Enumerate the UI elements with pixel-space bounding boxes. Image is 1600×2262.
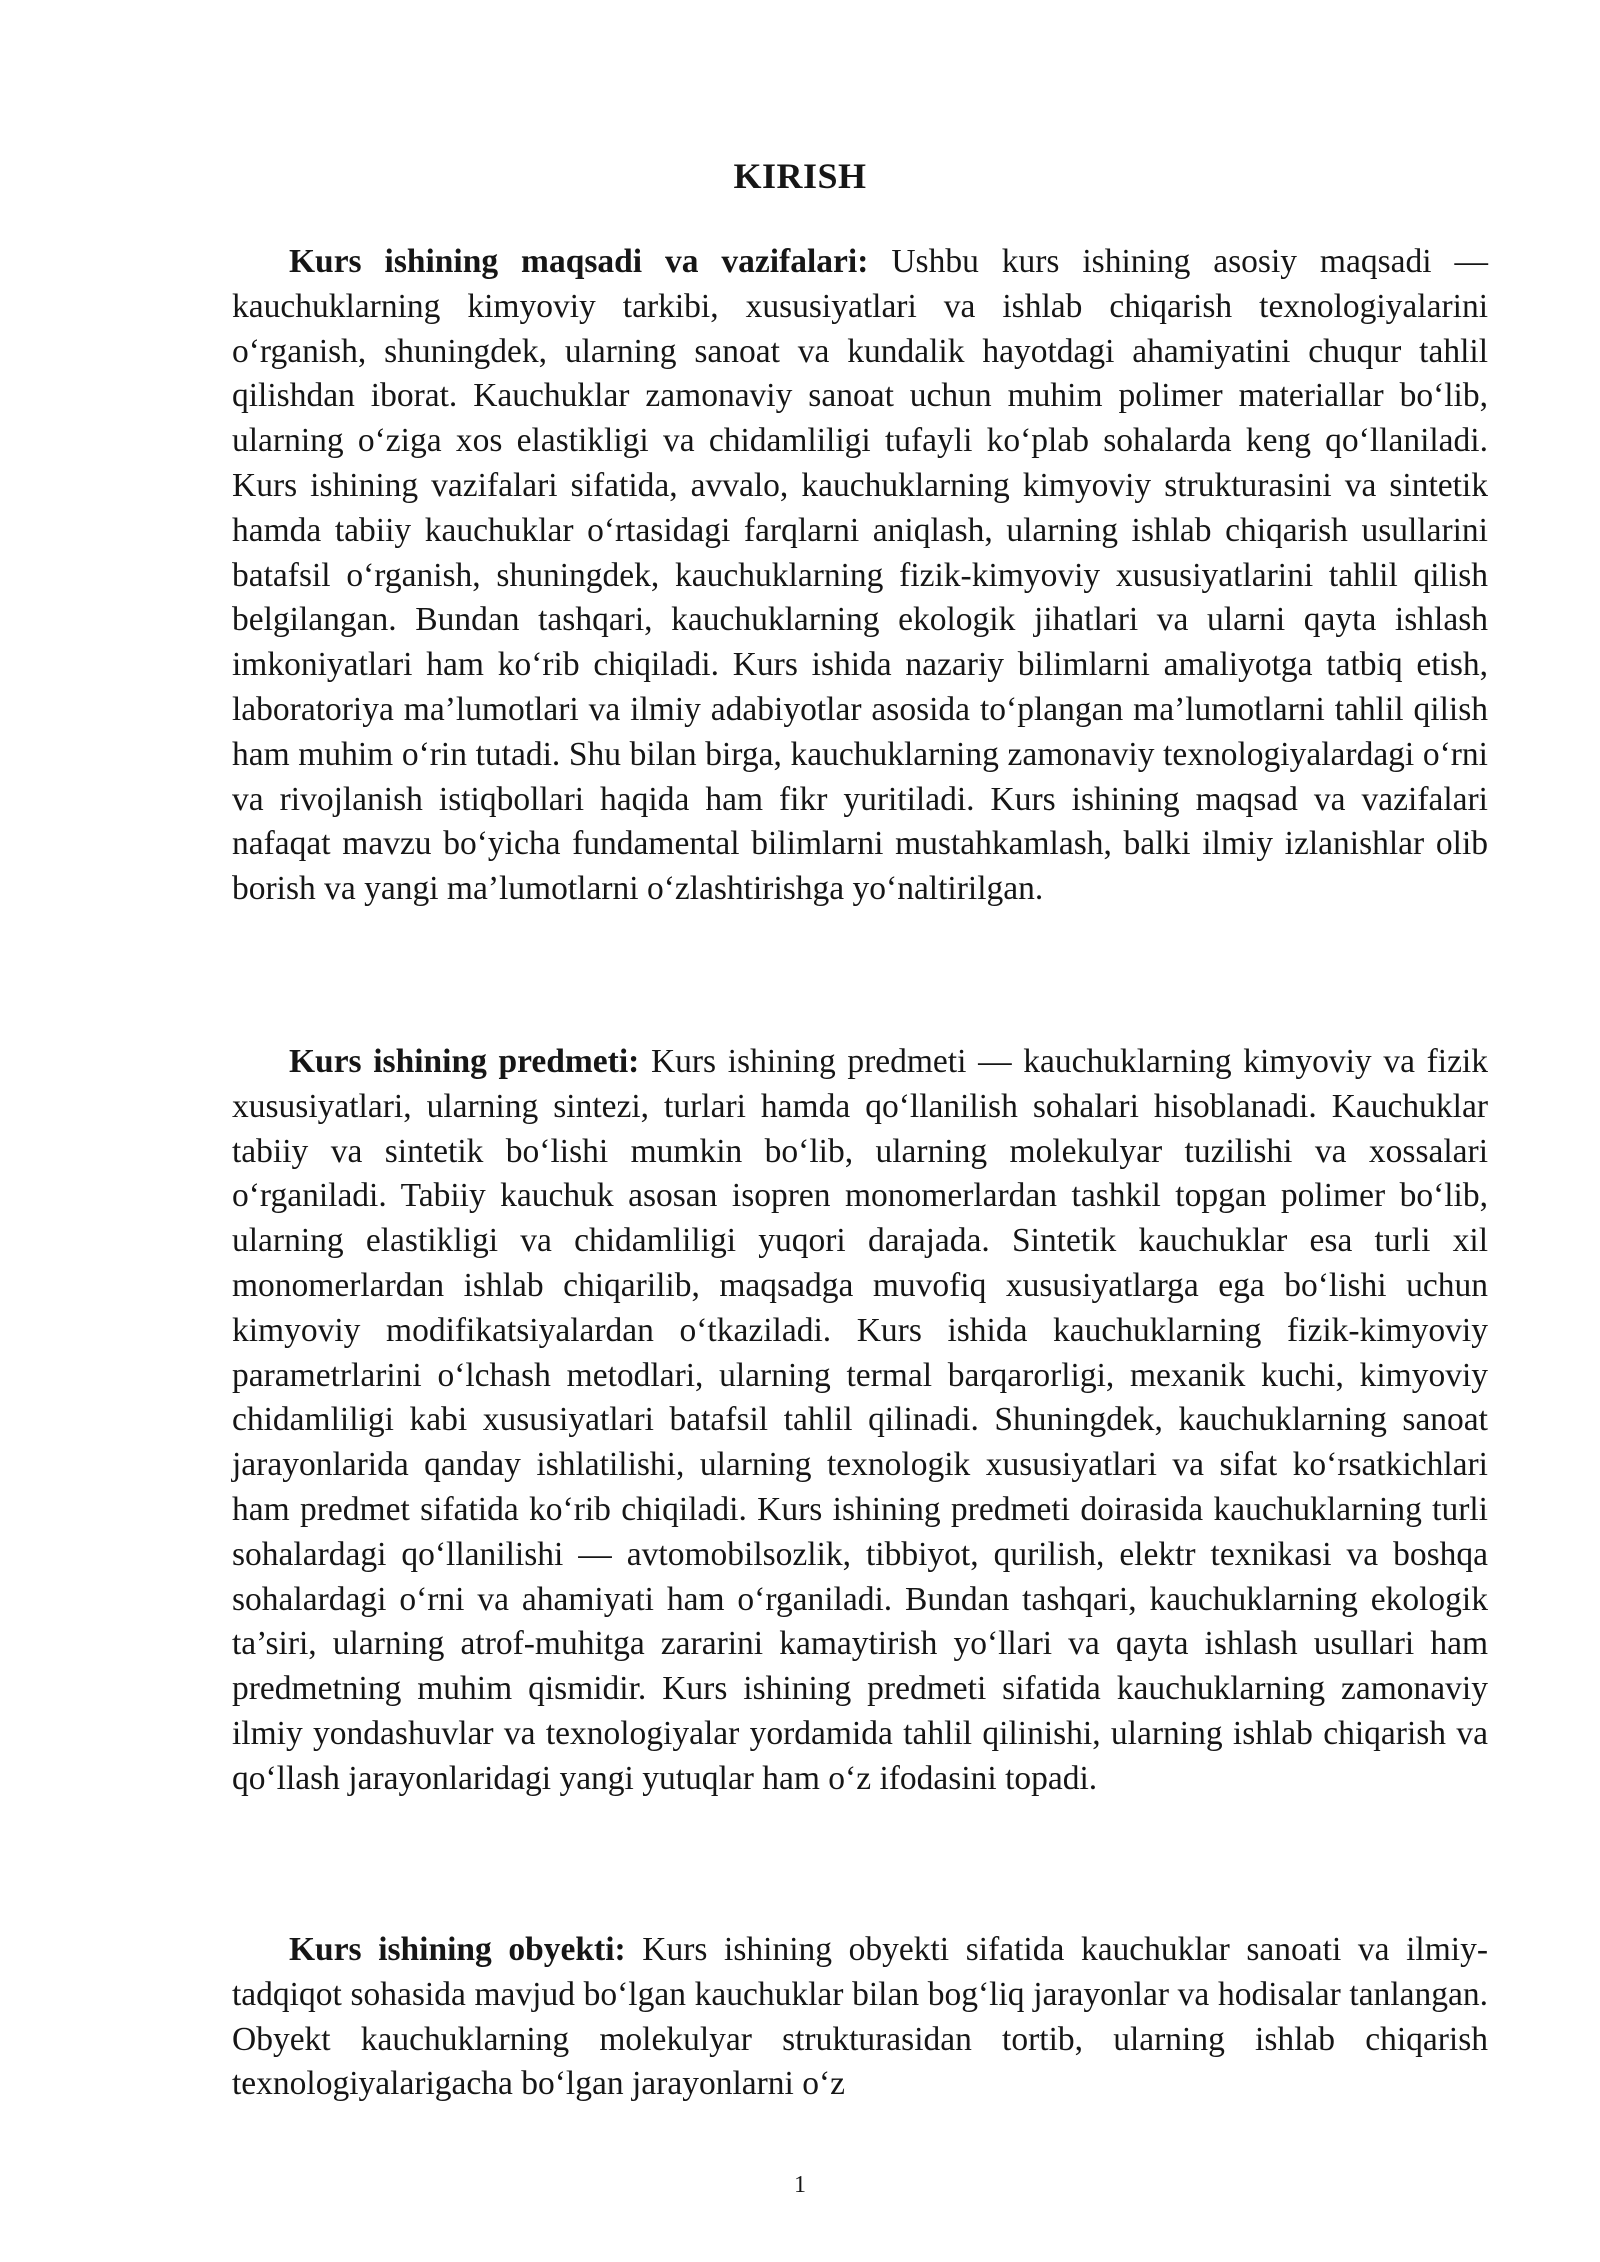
paragraph-heading: Kurs ishining obyekti:: [289, 1931, 626, 1968]
paragraph-maqsad: [232, 240, 1488, 912]
paragraph-text: Kurs ishining obyekti sifatida kauchuklar sanoati va ilmiy-tadqiqot sohasida mavjud bo‘lgan kauchuklar bilan bog‘liq jarayonlar va hodisalar tanlangan. Obyekt kauchuklarning molekulyar strukturasidan tortib, ularning ishlab chiqarish texnologiyalarigacha bo‘lgan jarayonlarni o‘z: [232, 1931, 1488, 2103]
paragraph-text: Ushbu kurs ishining asosiy maqsadi — kauchuklarning kimyoviy tarkibi, xususiyatlari va ishlab chiqarish texnologiyalarini o‘rganish, shuningdek, ularning sanoat va kundalik hayotdagi ahamiyatini chuqur tahlil qilishdan iborat. Kauchuklar zamonaviy sanoat uchun muhim polimer materiallar bo‘lib, ularning o‘ziga xos elastikligi va chidamliligi tufayli ko‘plab sohalarda keng qo‘llaniladi. Kurs ishining vazifalari sifatida, avvalo, kauchuklarning kimyoviy strukturasini va sintetik hamda tabiiy kauchuklar o‘rtasidagi farqlarni aniqlash, ularning ishlab chiqarish usullarini batafsil o‘rganish, shuningdek, kauchuklarning fizik-kimyoviy xususiyatlarini tahlil qilish belgilangan. Bundan tashqari, kauchuklarning ekologik jihatlari va ularni qayta ishlash imkoniyatlari ham ko‘rib chiqiladi. Kurs ishida nazariy bilimlarni amaliyotga tatbiq etish, laboratoriya ma’lumotlari va ilmiy adabiyotlar asosida to‘plangan ma’lumotlarni tahlil qilish ham muhim o‘rin tutadi. Shu bilan birga, kauchuklarning zamonaviy texnologiyalardagi o‘rni va rivojlanish istiqbollari haqida ham fikr yuritiladi. Kurs ishining maqsad va vazifalari nafaqat mavzu bo‘yicha fundamental bilimlarni mustahkamlash, balki ilmiy izlanishlar olib borish va yangi ma’lumotlarni o‘zlashtirishga yo‘naltirilgan.: [232, 243, 1488, 908]
page-number: 1: [794, 2172, 806, 2198]
paragraph-heading: Kurs ishining maqsadi va vazifalari:: [289, 243, 869, 280]
paragraph-predmet: [232, 1040, 1488, 1802]
paragraph-heading: Kurs ishining predmeti:: [289, 1043, 640, 1080]
paragraph-text: Kurs ishining predmeti — kauchuklarning kimyoviy va fizik xususiyatlari, ularning sintezi, turlari hamda qo‘llanilish sohalari hisoblanadi. Kauchuklar tabiiy va sintetik bo‘lishi mumkin bo‘lib, ularning molekulyar tuzilishi va xossalari o‘rganiladi. Tabiiy kauchuk asosan isopren monomerlardan tashkil topgan polimer bo‘lib, ularning elastikligi va chidamliligi yuqori darajada. Sintetik kauchuklar esa turli xil monomerlardan ishlab chiqarilib, maqsadga muvofiq xususiyatlarga ega bo‘lishi uchun kimyoviy modifikatsiyalardan o‘tkaziladi. Kurs ishida kauchuklarning fizik-kimyoviy parametrlarini o‘lchash metodlari, ularning termal barqarorligi, mexanik kuchi, kimyoviy chidamliligi kabi xususiyatlari batafsil tahlil qilinadi. Shuningdek, kauchuklarning sanoat jarayonlarida qanday ishlatilishi, ularning texnologik xususiyatlari va sifat ko‘rsatkichlari ham predmet sifatida ko‘rib chiqiladi. Kurs ishining predmeti doirasida kauchuklarning turli sohalardagi qo‘llanilishi — avtomobilsozlik, tibbiyot, qurilish, elektr texnikasi va boshqa sohalardagi o‘rni va ahamiyati ham o‘rganiladi. Bundan tashqari, kauchuklarning ekologik ta’siri, ularning atrof-muhitga zararini kamaytirish yo‘llari va qayta ishlash usullari ham predmetning muhim qismidir. Kurs ishining predmeti sifatida kauchuklarning zamonaviy ilmiy yondashuvlar va texnologiyalar yordamida tahlil qilinishi, ularning ishlab chiqarish va qo‘llash jarayonlaridagi yangi yutuqlar ham o‘z ifodasini topadi.: [232, 1043, 1488, 1797]
page-title: KIRISH: [733, 156, 867, 196]
paragraph-obyekt: [232, 1928, 1488, 2107]
